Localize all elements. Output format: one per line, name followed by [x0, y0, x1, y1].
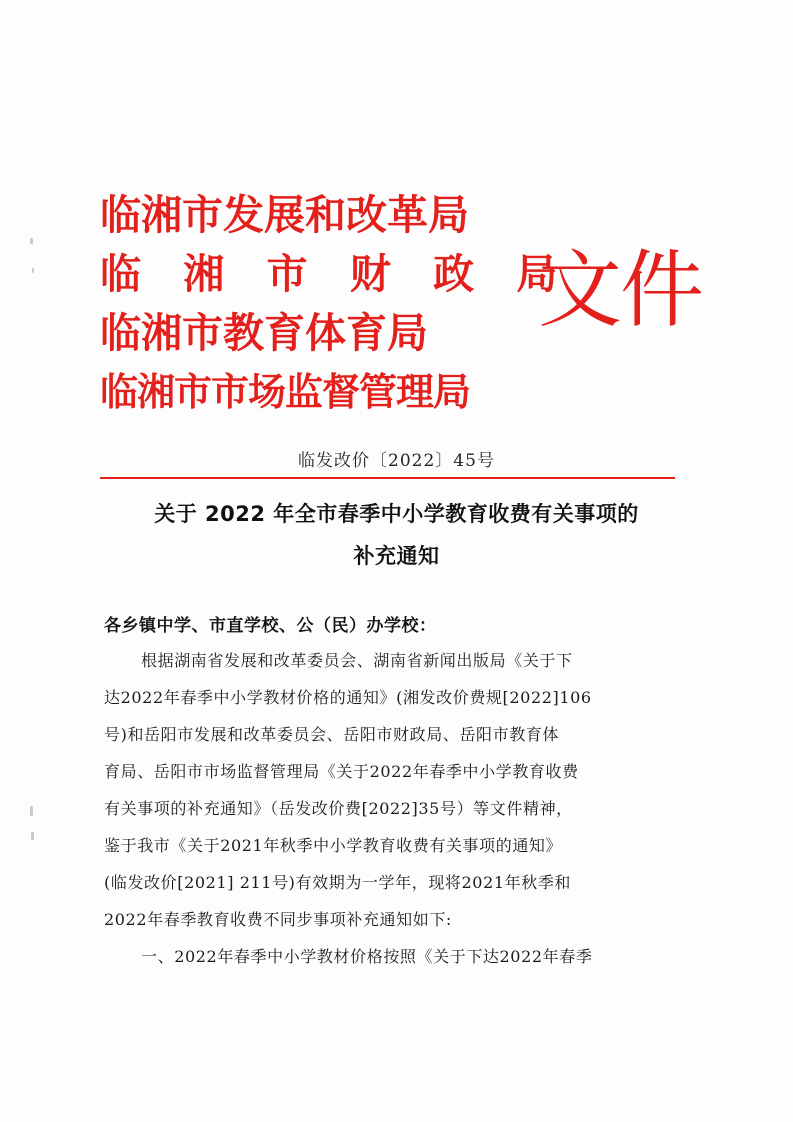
- body-paragraph-line: (临发改价[2021] 211号)有效期为一学年，现将2021年秋季和: [104, 873, 572, 892]
- issuing-agencies-header: [100, 188, 703, 420]
- body-paragraph-line: 鉴于我市《关于2021年秋季中小学教育收费有关事项的通知》: [104, 836, 563, 855]
- document-number: 临发改价〔2022〕45号: [298, 451, 495, 471]
- scan-mark: [30, 238, 33, 244]
- body-paragraph-line: 育局、岳阳市市场监督管理局《关于2022年春季中小学教育收费: [104, 762, 579, 781]
- agency-name-finance: 临 湘 市 财 政 局: [100, 250, 572, 298]
- body-paragraph-line: 号)和岳阳市发展和改革委员会、岳阳市财政局、岳阳市教育体: [104, 725, 560, 744]
- agency-name-market-supervision: 临湘市市场监督管理局: [100, 369, 471, 414]
- document-title-line-1: 关于 2022 年全市春季中小学教育收费有关事项的: [154, 502, 639, 526]
- body-paragraph-line: 一、2022年春季中小学教材价格按照《关于下达2022年春季: [141, 947, 593, 966]
- scan-mark: [30, 806, 33, 816]
- agency-name-education-sports: 临湘市教育体育局: [100, 309, 428, 357]
- red-separator-rule: [100, 477, 675, 479]
- salutation: 各乡镇中学、市直学校、公（民）办学校：: [104, 616, 437, 636]
- document-type-label: 文件: [538, 241, 703, 339]
- scan-mark: [31, 832, 34, 840]
- agency-name-development-reform: 临湘市发展和改革局: [100, 191, 469, 239]
- scan-mark: [32, 268, 34, 273]
- body-paragraph-line: 根据湖南省发展和改革委员会、湖南省新闻出版局《关于下: [141, 651, 573, 670]
- body-paragraph-line: 有关事项的补充通知》（岳发改价费[2022]35号）等文件精神，: [104, 799, 573, 818]
- body-paragraph-line: 2022年春季教育收费不同步事项补充通知如下:: [104, 910, 452, 929]
- body-paragraph-line: 达2022年春季中小学教材价格的通知》(湘发改价费规[2022]106: [104, 688, 592, 707]
- document-title-line-2: 补充通知: [353, 544, 440, 568]
